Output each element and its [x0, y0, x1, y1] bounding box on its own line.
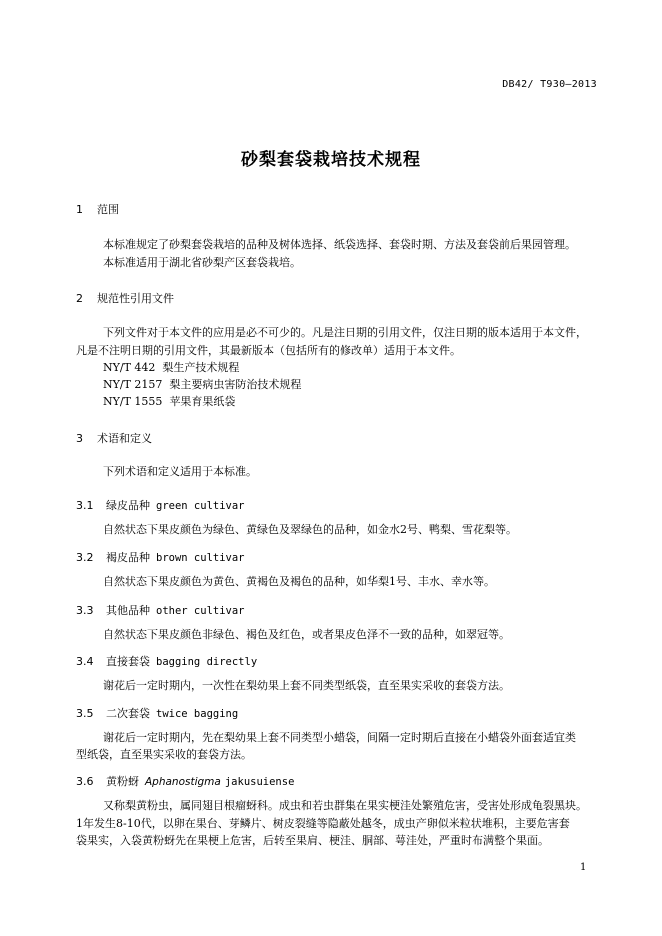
term-en: brown cultivar	[156, 552, 245, 564]
section-title: 规范性引用文件	[97, 292, 174, 305]
term-heading	[76, 497, 245, 513]
reference-item	[103, 393, 235, 409]
term-definition: 自然状态下果皮颜色为黄色、黄褐色及褐色的品种，如华梨1号、丰水、幸水等。	[103, 575, 495, 588]
reference-item	[103, 376, 301, 392]
reference-name: 梨主要病虫害防治技术规程	[169, 378, 302, 391]
reference-code: NY/T 442	[103, 361, 156, 374]
term-cn: 黄粉蚜	[106, 775, 139, 788]
reference-name: 梨生产技术规程	[162, 361, 240, 374]
document-title: 砂梨套袋栽培技术规程	[241, 150, 421, 170]
term-definition: 1年发生8-10代，以卵在果台、芽鳞片、树皮裂缝等隐蔽处越冬，成虫产卵似米粒状堆积，主要危害套	[76, 817, 570, 830]
term-definition: 谢花后一定时期内，一次性在梨幼果上套不同类型纸袋，直至果实采收的套袋方法。	[103, 679, 510, 692]
term-en: green cultivar	[156, 500, 245, 512]
term-cn: 其他品种	[106, 604, 150, 617]
paragraph: 下列文件对于本文件的应用是必不可少的。凡是注日期的引用文件，仅注日期的版本适用于本文件，	[103, 326, 587, 339]
term-en: bagging directly	[156, 656, 258, 668]
term-cn: 褐皮品种	[106, 551, 150, 564]
term-number: 3.5	[76, 707, 94, 720]
term-cn: 二次套袋	[106, 707, 150, 720]
term-heading	[76, 653, 257, 669]
term-heading	[76, 549, 245, 565]
term-heading	[76, 602, 245, 618]
standard-code: DB42/ T930—2013	[502, 79, 597, 90]
term-definition: 自然状态下果皮颜色为绿色、黄绿色及翠绿色的品种，如金水2号、鸭梨、雪花梨等。	[103, 523, 517, 536]
paragraph: 本标准适用于湖北省砂梨产区套袋栽培。	[103, 256, 301, 269]
section-number: 3	[76, 432, 83, 445]
term-heading	[76, 773, 294, 789]
term-cn: 绿皮品种	[106, 499, 150, 512]
term-en-italic: Aphanostigma	[145, 776, 221, 788]
reference-code: NY/T 2157	[103, 378, 163, 391]
term-definition: 型纸袋，直至果实采收的套袋方法。	[76, 748, 252, 761]
term-number: 3.6	[76, 775, 94, 788]
term-definition: 又称梨黄粉虫，属同翅目根瘤蚜科。成虫和若虫群集在果实梗洼处繁殖危害，受害处形成龟裂黑块。	[103, 799, 587, 812]
term-en: twice bagging	[156, 708, 239, 720]
term-en: other cultivar	[156, 605, 245, 617]
term-definition: 谢花后一定时期内，先在梨幼果上套不同类型小蜡袋，间隔一定时期后直接在小蜡袋外面套适宜类	[103, 731, 576, 744]
paragraph: 下列术语和定义适用于本标准。	[103, 465, 257, 478]
term-number: 3.3	[76, 604, 94, 617]
section-2-heading	[76, 290, 174, 306]
term-en: jakusuiense	[224, 776, 295, 788]
term-heading	[76, 705, 238, 721]
page-number: 1	[580, 862, 587, 873]
section-title: 术语和定义	[97, 432, 152, 445]
section-3-heading	[76, 430, 152, 446]
section-1-heading	[76, 201, 119, 217]
term-definition: 自然状态下果皮颜色非绿色、褐色及红色，或者果皮色泽不一致的品种，如翠冠等。	[103, 628, 510, 641]
term-number: 3.1	[76, 499, 94, 512]
term-number: 3.2	[76, 551, 94, 564]
reference-code: NY/T 1555	[103, 395, 163, 408]
section-number: 2	[76, 292, 83, 305]
term-number: 3.4	[76, 655, 94, 668]
section-title: 范围	[97, 203, 119, 216]
reference-item	[103, 359, 239, 375]
term-cn: 直接套袋	[106, 655, 150, 668]
reference-name: 苹果育果纸袋	[169, 395, 236, 408]
section-number: 1	[76, 203, 83, 216]
paragraph: 本标准规定了砂梨套袋栽培的品种及树体选择、纸袋选择、套袋时期、方法及套袋前后果园管理。	[103, 238, 576, 251]
paragraph: 凡是不注明日期的引用文件，其最新版本（包括所有的修改单）适用于本文件。	[76, 344, 461, 357]
term-definition: 袋果实，入袋黄粉蚜先在果梗上危害，后转至果肩、梗洼、胴部、萼洼处，严重时布满整个果面。	[76, 834, 549, 847]
